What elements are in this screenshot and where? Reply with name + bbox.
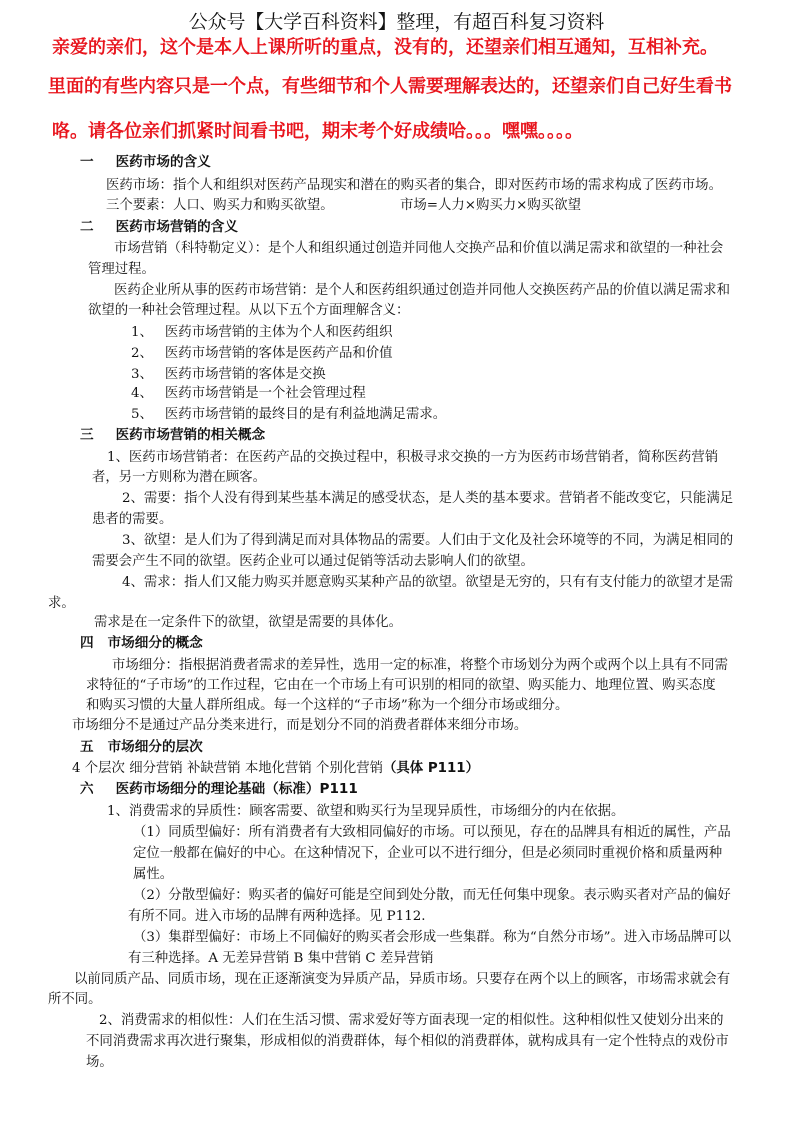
section-3-heading: [80, 426, 265, 444]
notice-line-1: 亲爱的亲们，这个是本人上课所听的重点，没有的，还望亲们相互通知，互相补充。: [52, 37, 718, 58]
section-number: 三: [80, 427, 94, 443]
list-item: [131, 345, 393, 363]
paragraph: 有所不同。进入市场的品牌有两种选择。见 P112.: [128, 909, 426, 924]
paragraph: 欲望的一种社会管理过程。从以下五个方面理解含义：: [88, 303, 410, 318]
paragraph: 市场细分不是通过产品分类来进行，而是划分不同的消费者群体来细分市场。: [72, 718, 528, 733]
section-title: 医药市场细分的理论基础（标准）P111: [115, 781, 358, 797]
section-4-heading: [80, 634, 203, 652]
paragraph: 1、医药市场营销者：在医药产品的交换过程中，积极寻求交换的一方为医药市场营销者，简称医药营销: [107, 450, 719, 465]
section-5-heading: [80, 738, 203, 756]
list-item: [131, 324, 393, 342]
paragraph: 所不同。: [48, 992, 102, 1007]
paragraph: 需求是在一定条件下的欲望，欲望是需要的具体化。: [94, 615, 402, 630]
list-text: 医药市场营销的客体是交换: [164, 367, 326, 382]
section-number: 六: [80, 781, 94, 797]
list-text: 医药市场营销的主体为个人和医药组织: [164, 325, 393, 340]
paragraph: （1）同质型偏好：所有消费者有大致相同偏好的市场。可以预见，存在的品牌具有相近的属性，产品: [133, 825, 731, 840]
paragraph: 以前同质产品、同质市场，现在正逐渐演变为异质产品，异质市场。只要存在两个以上的顾客，市场需求就会有: [74, 972, 731, 987]
paragraph: 4、需求：指人们又能力购买并愿意购买某种产品的欲望。欲望是无穷的，只有有支付能力的欲望才是需: [122, 575, 734, 590]
paragraph: 三个要素：人口、购买力和购买欲望。: [106, 198, 334, 213]
list-item: [131, 385, 366, 403]
section-title: 市场细分的概念: [107, 635, 203, 651]
list-number: 2、: [131, 346, 153, 361]
section-number: 四: [80, 635, 94, 651]
paragraph: 定位一般都在偏好的中心。在这种情况下，企业可以不进行细分，但是必须同时重视价格和质量两种: [133, 846, 723, 861]
section-number: 二: [80, 219, 94, 235]
paragraph: 2、消费需求的相似性：人们在生活习惯、需求爱好等方面表现一定的相似性。这种相似性又使划分出来的: [99, 1013, 724, 1028]
section-2-heading: [80, 218, 238, 236]
paragraph: 管理过程。: [88, 262, 155, 277]
paragraph: 需要会产生不同的欲望。医药企业可以通过促销等活动去影响人们的欲望。: [92, 554, 534, 569]
paragraph: 患者的需要。: [92, 512, 173, 527]
paragraph: 市场营销（科特勒定义）：是个人和组织通过创造并同他人交换产品和价值以满足需求和欲望的一种社会: [114, 241, 724, 256]
paragraph: 医药企业所从事的医药市场营销：是个人和医药组织通过创造并同他人交换医药产品的价值以满足需求和: [114, 283, 730, 298]
notice-line-3: 咯。请各位亲们抓紧时间看书吧，期末考个好成绩哈。。。嘿嘿。。。。: [52, 121, 583, 142]
section-6-heading: [80, 780, 358, 798]
list-text: 医药市场营销的客体是医药产品和价值: [164, 346, 393, 361]
paragraph: 属性。: [133, 867, 174, 882]
paragraph: 者，另一方则称为潜在顾客。: [92, 470, 267, 485]
section-number: 一: [80, 154, 94, 170]
list-number: 5、: [131, 407, 153, 422]
section-number: 五: [80, 739, 94, 755]
list-item: [131, 406, 446, 424]
paragraph: 场。: [86, 1055, 113, 1070]
paragraph: 市场细分：指根据消费者需求的差异性，选用一定的标准，将整个市场划分为两个或两个以上具有不同需: [112, 658, 728, 673]
paragraph: 市场=人力×购买力×购买欲望: [400, 198, 581, 213]
paragraph: 2、需要：指个人没有得到某些基本满足的感受状态，是人类的基本要求。营销者不能改变它，只能满足: [122, 491, 734, 506]
paragraph: 和购买习惯的大量人群所组成。每一个这样的“子市场”称为一个细分市场或细分。: [86, 698, 569, 713]
paragraph: 1、消费需求的异质性：顾客需要、欲望和购买行为呈现异质性，市场细分的内在依据。: [107, 804, 625, 819]
section-1-heading: [80, 153, 211, 171]
list-text: 医药市场营销的最终目的是有利益地满足需求。: [164, 407, 447, 422]
section-title: 医药市场营销的相关概念: [115, 427, 266, 443]
section-title: 医药市场的含义: [115, 154, 211, 170]
page-header: 公众号【大学百科资料】整理，有超百科复习资料: [188, 11, 605, 33]
notice-line-2: 里面的有些内容只是一个点，有些细节和个人需要理解表达的，还望亲们自己好生看书: [48, 76, 732, 97]
list-text: 医药市场营销是一个社会管理过程: [164, 386, 366, 401]
paragraph: （2）分散型偏好：购买者的偏好可能是空间到处分散，而无任何集中现象。表示购买者对产品的偏好: [133, 888, 731, 903]
list-item: [131, 366, 326, 384]
section-title: 市场细分的层次: [107, 739, 203, 755]
paragraph: （3）集群型偏好：市场上不同偏好的购买者会形成一些集群。称为“自然分市场”。进入市场品牌可以: [133, 930, 732, 945]
section-title: 医药市场营销的含义: [115, 219, 238, 235]
levels-note: （具体 P111）: [383, 761, 480, 776]
list-number: 3、: [131, 367, 153, 382]
paragraph: 有三种选择。A 无差异营销 B 集中营销 C 差异营销: [128, 951, 434, 966]
levels-text: 4 个层次 细分营销 补缺营销 本地化营销 个别化营销: [72, 761, 384, 776]
paragraph: 3、欲望：是人们为了得到满足而对具体物品的需要。人们由于文化及社会环境等的不同，为满足相同的: [122, 533, 734, 548]
list-number: 4、: [131, 386, 153, 401]
paragraph: 医药市场：指个人和组织对医药产品现实和潜在的购买者的集合，即对医药市场的需求构成了医药市场。: [106, 178, 722, 193]
paragraph: 求特征的“子市场”的工作过程，它由在一个市场上有可识别的相同的欲望、购买能力、地理位置、购买态度: [86, 678, 716, 693]
list-number: 1、: [131, 325, 153, 340]
paragraph: 不同消费需求再次进行聚集，形成相似的消费群体，每个相似的消费群体，就构成具有一定个性特点的戏份市: [86, 1034, 729, 1049]
paragraph: [72, 760, 479, 778]
paragraph: 求。: [48, 596, 75, 611]
